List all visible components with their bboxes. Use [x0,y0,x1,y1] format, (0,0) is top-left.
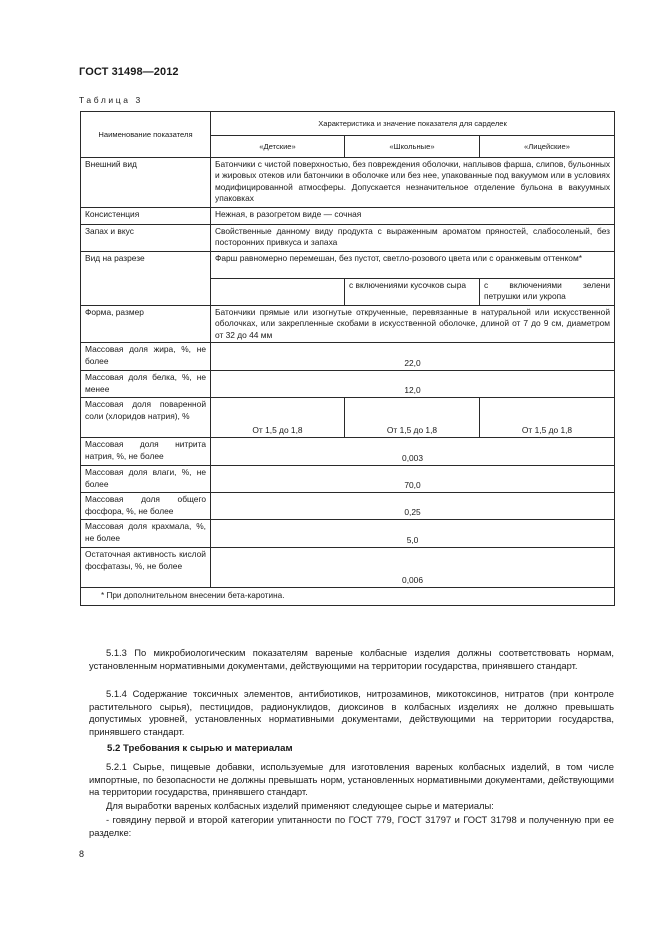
row-name-phosphorus: Массовая доля общего фосфора, %, не более [81,493,211,520]
specification-table [80,111,615,606]
header-characteristics: Характеристика и значение показателя для сарделек [211,112,615,136]
subheader-shkolnye: «Школьные» [345,136,480,158]
document-header: ГОСТ 31498—2012 [79,66,179,78]
row-value-salt-shkolnye: От 1,5 до 1,8 [345,398,480,438]
paragraph-5-1-3 [89,647,614,672]
row-value-protein: 12,0 [211,371,615,398]
row-value-starch: 5,0 [211,520,615,548]
paragraph-5-2-1 [89,761,614,799]
paragraph-beef [89,814,614,839]
row-value-cut-detskie [211,279,345,306]
paragraph-5-2-1-text: 5.2.1 Сырье, пищевые добавки, используемые для изготовления вареных колбасных изделий, в том числе импортные, по безопасности не должны превышать норм, установленных нормативными документами, действующими на территории государства, принявшего стандарт. [89,761,614,798]
row-value-cut-litseiskie: с включениями зелени петрушки или укропа [480,279,615,306]
paragraph-5-1-4-text: 5.1.4 Содержание токсичных элементов, антибиотиков, нитрозаминов, микотоксинов, нитратов (при контроле растительного сырья), пестицидов, радионуклидов, диоксинов в колбасных изделиях не должно превышать допустимых уровней, установленных нормативными документами, действующими на территории государства, принявшего стандарт. [89,688,614,737]
row-value-cut-shkolnye: с включениями кусочков сыра [345,279,480,306]
row-name-smell: Запах и вкус [81,225,211,252]
row-value-smell: Свойственные данному виду продукта с выраженным ароматом пряностей, слабосоленый, без посторонних привкуса и запаха [211,225,615,252]
row-value-phosphatase: 0,006 [211,548,615,588]
row-value-nitrite: 0,003 [211,438,615,466]
row-name-starch: Массовая доля крахмала, %, не более [81,520,211,548]
row-value-shape: Батончики прямые или изогнутые открученные, перевязанные в натуральной или искусственной оболочках, или закрепленные скобами в искусственной оболочке, длиной от 7 до 9 см, диаметром от 32 до 44 мм [211,306,615,343]
row-value-consistency: Нежная, в разогретом виде — сочная [211,208,615,225]
row-name-phosphatase: Остаточная активность кислой фосфатазы, %, не более [81,548,211,588]
subheader-detskie: «Детские» [211,136,345,158]
header-indicator-name: Наименование показателя [81,112,211,158]
row-value-salt-detskie: От 1,5 до 1,8 [211,398,345,438]
paragraph-materials-intro [89,800,614,813]
row-name-salt: Массовая доля поваренной соли (хлоридов натрия), % [81,398,211,438]
table-caption: Таблица 3 [79,95,143,105]
row-name-protein: Массовая доля белка, %, не менее [81,371,211,398]
row-name-moisture: Массовая доля влаги, %, не более [81,466,211,493]
paragraph-beef-text: - говядину первой и второй категории упитанности по ГОСТ 779, ГОСТ 31797 и ГОСТ 31798 и полученную при ее разделке: [89,814,614,838]
row-value-fat: 22,0 [211,343,615,371]
row-value-moisture: 70,0 [211,466,615,493]
row-value-phosphorus: 0,25 [211,493,615,520]
table-footnote: * При дополнительном внесении бета-каротина. [81,588,615,605]
subheader-litseiskie: «Лицейские» [480,136,615,158]
row-name-shape: Форма, размер [81,306,211,343]
row-value-salt-litseiskie: От 1,5 до 1,8 [480,398,615,438]
row-name-nitrite: Массовая доля нитрита натрия, %, не более [81,438,211,466]
row-name-consistency: Консистенция [81,208,211,225]
row-value-appearance: Батончики с чистой поверхностью, без повреждения оболочки, наплывов фарша, слипов, бульонных и жировых отеков или батончики в оболочке или без нее, упакованные под вакуумом или в условиях модифицированной атмосферы. Допускается незначительное отделение бульона в вакуумных упаковках [211,158,615,208]
paragraph-5-1-4 [89,688,614,738]
row-value-cut: Фарш равномерно перемешан, без пустот, светло-розового цвета или с оранжевым оттенком* [211,252,615,279]
row-name-fat: Массовая доля жира, %, не более [81,343,211,371]
paragraph-materials-intro-text: Для выработки вареных колбасных изделий применяют следующее сырье и материалы: [106,800,494,811]
section-heading-5-2: 5.2 Требования к сырью и материалам [107,743,293,754]
row-name-cut: Вид на разрезе [81,252,211,306]
row-name-appearance: Внешний вид [81,158,211,208]
paragraph-5-1-3-text: 5.1.3 По микробиологическим показателям вареные колбасные изделия должны соответствовать нормам, установленным нормативными документами, действующими на территории государства, принявшего стандарт. [89,647,614,671]
page-number: 8 [79,849,85,859]
